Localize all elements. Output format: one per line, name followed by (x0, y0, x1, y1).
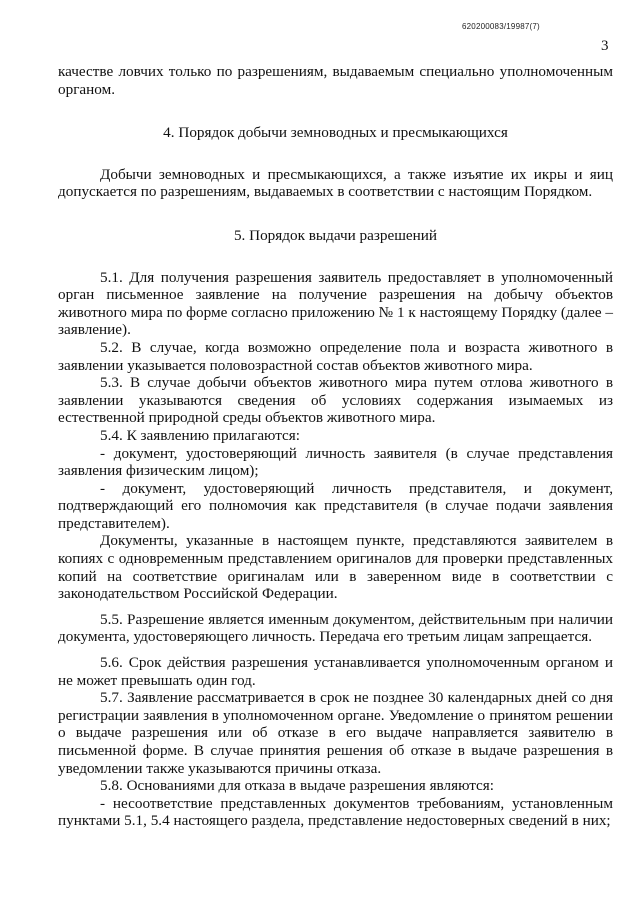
paragraph-intro: качестве ловчих только по разрешениям, выдаваемым специально уполномоченным органом. (58, 63, 613, 98)
list-item-5-8-a: - несоответствие представленных документов требованиям, установленным пунктами 5.1, 5.4 настоящего раздела, представление недостоверных сведений в них; (58, 794, 613, 830)
document-body (58, 63, 613, 830)
page-number: 3 (601, 38, 609, 54)
document-number: 620200083/19987(7) (462, 22, 540, 31)
paragraph-5-5: 5.5. Разрешение является именным документом, действительным при наличии документа, удостоверяющего личность. Передача его третьим лицам запрещается. (58, 610, 613, 646)
section-4-heading: 4. Порядок добычи земноводных и пресмыкающихся (163, 124, 508, 142)
spacer (58, 603, 613, 611)
paragraph-5-6: 5.6. Срок действия разрешения устанавливается уполномоченным органом и не может превышать один год. (58, 654, 613, 689)
list-item-5-4-b: - документ, удостоверяющий личность представителя, и документ, подтверждающий его полномочия как представителя (в случае подачи заявления представителем). (58, 479, 613, 532)
section-4-paragraph: Добычи земноводных и пресмыкающихся, а также изъятие их икры и яиц допускается по разрешениям, выдаваемых в соответствии с настоящим Порядком. (58, 165, 613, 201)
paragraph-5-4-documents: Документы, указанные в настоящем пункте, представляются заявителем в копиях с одновременным представлением оригиналов для проверки представленных копий на соответствие оригиналам или в заверенном виде в соответствии с законодательством Российской Федерации. (58, 532, 613, 603)
paragraph-5-8: 5.8. Основаниями для отказа в выдаче разрешения являются: (100, 777, 494, 795)
paragraph-5-2: 5.2. В случае, когда возможно определение пола и возраста животного в заявлении указывается половозрастной состав объектов животного мира. (58, 338, 613, 374)
paragraph-5-3: 5.3. В случае добычи объектов животного мира путем отлова животного в заявлении указываются сведения об условиях содержания изымаемых из естественной природной среды объектов животного мира. (58, 374, 613, 427)
spacer (58, 646, 613, 654)
section-5-heading: 5. Порядок выдачи разрешений (233, 226, 438, 244)
paragraph-5-4: 5.4. К заявлению прилагаются: (100, 426, 300, 444)
paragraph-5-1: 5.1. Для получения разрешения заявитель предоставляет в уполномоченный орган письменное заявление на получение разрешения на добычу объектов животного мира по форме согласно приложению № 1 к настоящему Порядку (далее – заявление). (58, 268, 613, 339)
list-item-5-4-a: - документ, удостоверяющий личность заявителя (в случае представления заявления физическим лицом); (58, 444, 613, 480)
paragraph-5-7: 5.7. Заявление рассматривается в срок не позднее 30 календарных дней со дня регистрации заявления в уполномоченном органе. Уведомление о принятом решении о выдаче разрешения или об отказе в его выдаче направляется заявителю в письменной форме. В случае принятия решения об отказе в выдаче разрешения в уведомлении также указываются причины отказа. (58, 689, 613, 777)
